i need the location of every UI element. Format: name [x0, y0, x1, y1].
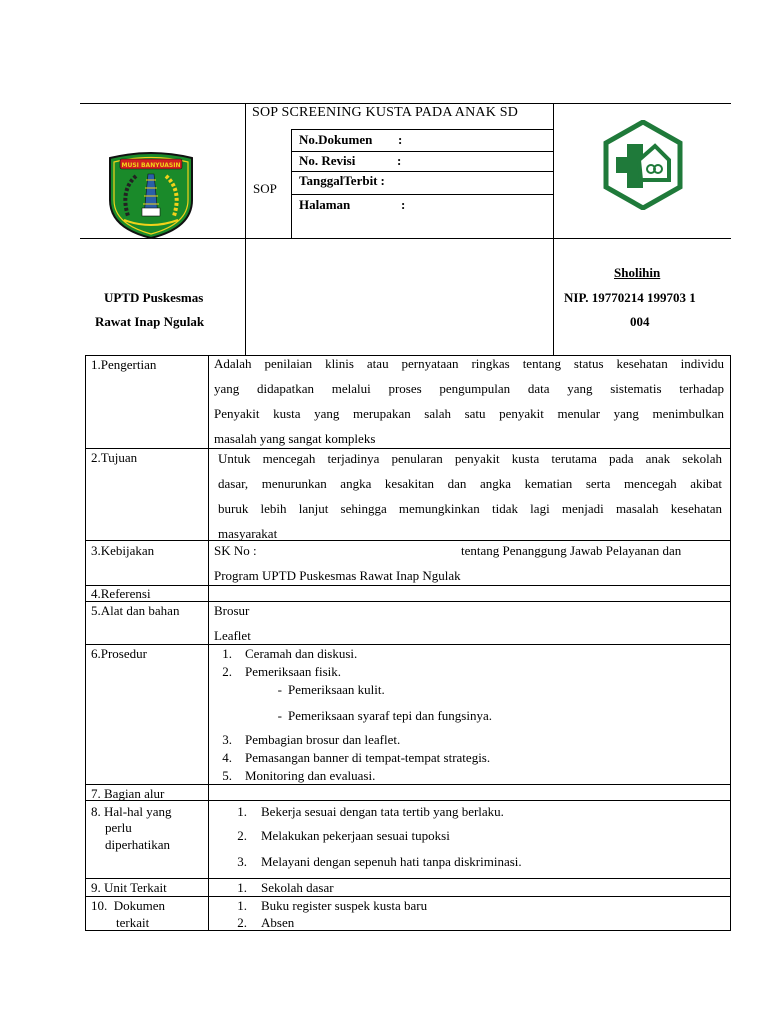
document-title: SOP SCREENING KUSTA PADA ANAK SD: [252, 105, 519, 120]
signer-nip-line1: NIP. 19770214 199703 1: [564, 290, 696, 305]
label-prosedur: 6.Prosedur: [91, 646, 147, 661]
puskesmas-logo: [603, 120, 683, 210]
label-alat-bahan: 5.Alat dan bahan: [91, 603, 180, 618]
svg-text:MUSI BANYUASIN: MUSI BANYUASIN: [121, 162, 181, 169]
field-no-dokumen: No.Dokumen :: [299, 132, 403, 147]
label-hal-hal-line2: perlu: [105, 820, 132, 835]
field-no-revisi: No. Revisi :: [299, 153, 402, 168]
kebijakan-sk-no: SK No :: [214, 543, 257, 558]
text-pengertian: Adalah penilaian klinis atau pernyataan ringkas tentang status kesehatan individu yang didapatkan melalui proses pengumpulan data yang sistematis terhadap Penyakit kusta yang merupakan salah satu penyakit menular yang menimbulkan masalah yang sangat kompleks: [214, 356, 724, 446]
label-bagian-alur: 7. Bagian alur: [91, 786, 165, 801]
field-tanggal-terbit: TanggalTerbit :: [299, 173, 385, 188]
puskesmas-hexagon-icon: [603, 120, 683, 210]
sop-label: SOP: [253, 181, 277, 196]
label-dokumen-terkait-line2: terkait: [116, 915, 150, 930]
kebijakan-tentang: tentang Penanggung Jawab Pelayanan dan: [461, 543, 682, 558]
label-pengertian: 1.Pengertian: [91, 357, 157, 372]
label-dokumen-terkait-line1: 10. Dokumen: [91, 898, 166, 913]
text-tujuan: Untuk mencegah terjadinya penularan penyakit kusta terutama pada anak sekolah dasar, menurunkan angka kesakitan dan angka kematian serta mencegah akibat buruk lebih lanjut sehingga memungkinkan tidak lagi menjadi masalah kesehatan masyarakat: [218, 451, 722, 541]
signer-nip-line2: 004: [630, 314, 650, 329]
kebijakan-program: Program UPTD Puskesmas Rawat Inap Ngulak: [214, 568, 461, 583]
label-kebijakan: 3.Kebijakan: [91, 543, 155, 558]
signer-name: Sholihin: [614, 265, 661, 280]
field-halaman: Halaman :: [299, 197, 406, 212]
label-unit-terkait: 9. Unit Terkait: [91, 880, 167, 895]
musi-banyuasin-logo: [104, 150, 198, 240]
org-name-line1: UPTD Puskesmas: [104, 290, 204, 305]
label-hal-hal-line3: diperhatikan: [105, 837, 170, 852]
alat-item-leaflet: Leaflet: [214, 628, 251, 643]
label-tujuan: 2.Tujuan: [91, 450, 138, 465]
regency-shield-icon: [104, 150, 198, 240]
label-hal-hal-line1: 8. Hal-hal yang: [91, 804, 172, 819]
org-name-line2: Rawat Inap Ngulak: [95, 314, 205, 329]
label-referensi: 4.Referensi: [91, 586, 151, 601]
alat-item-brosur: Brosur: [214, 603, 250, 618]
